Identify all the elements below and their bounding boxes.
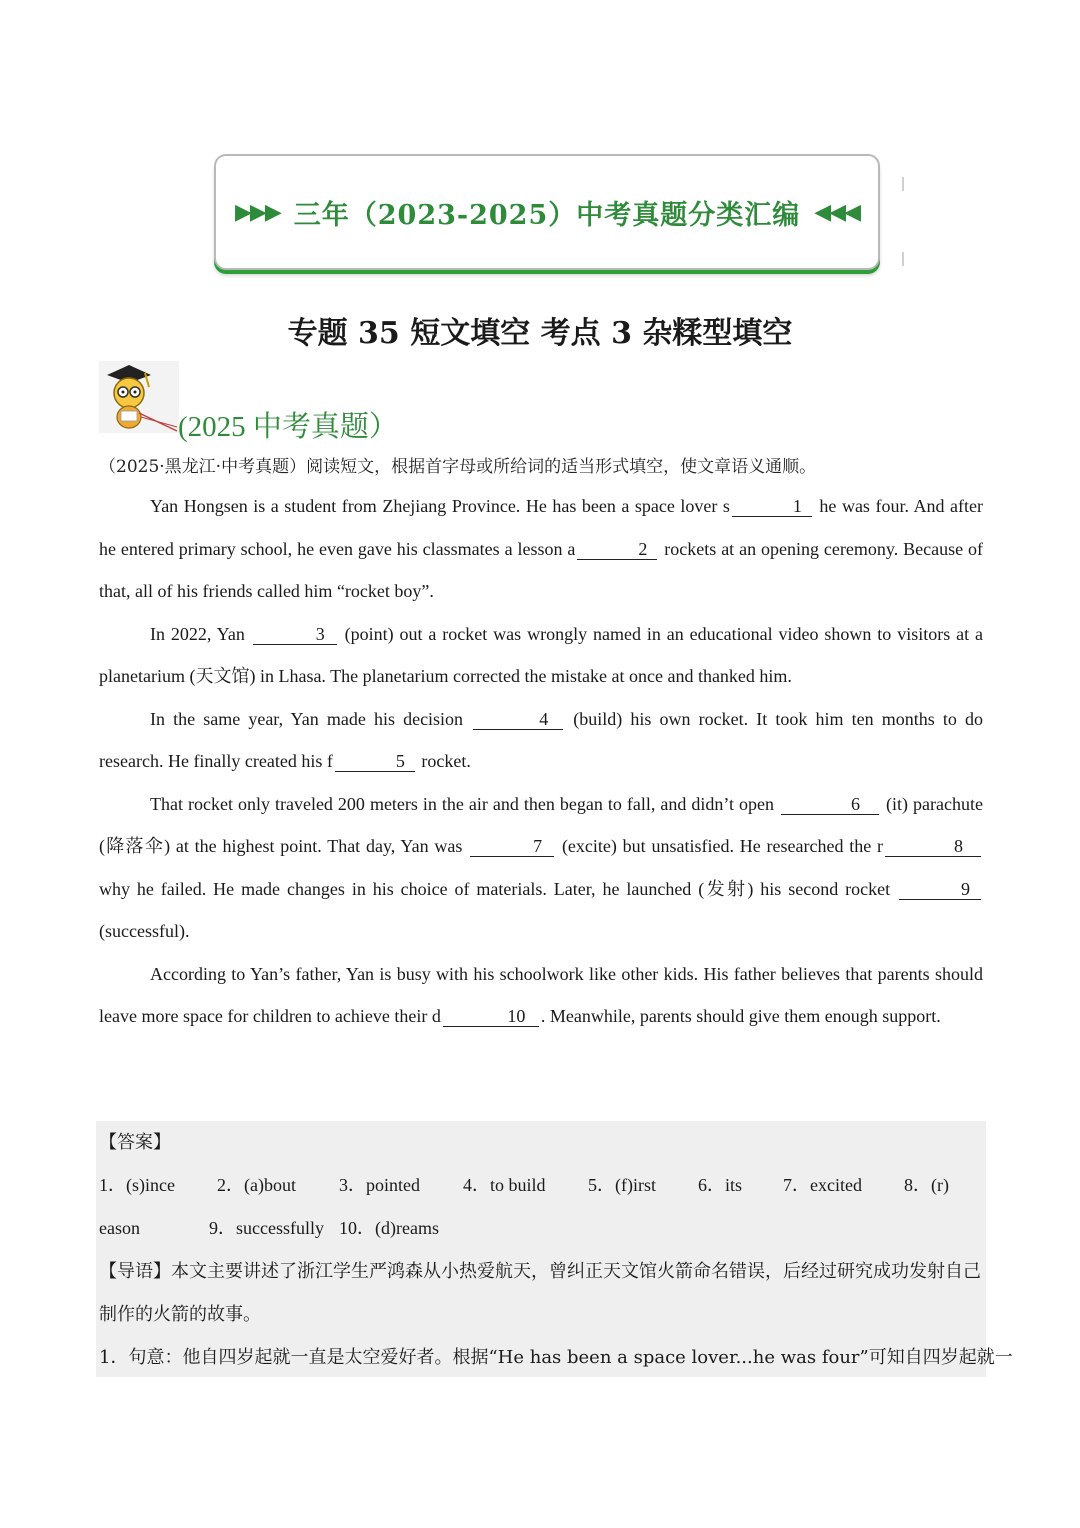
answer-item: 2．(a)bout xyxy=(217,1175,296,1195)
blank-3: 3 xyxy=(253,624,337,645)
text: (excite) but unsatisfied. He researched the r xyxy=(556,836,883,856)
text: Yan Hongsen is a student from Zhejiang Province. He has been a space lover s xyxy=(150,496,730,516)
right-arrows-icon: ◀◀◀ xyxy=(814,199,860,224)
passage xyxy=(99,485,983,1038)
instructions: （2025·黑龙江·中考真题）阅读短文，根据首字母或所给词的适当形式填空，使文章语义通顺。 xyxy=(99,457,817,477)
text: why he failed. He made changes in his choice of materials. Later, he launched (发射) his second rocket xyxy=(99,878,897,899)
answer-item: 9．successfully xyxy=(209,1218,324,1238)
blank-7: 7 xyxy=(470,836,554,857)
title-banner xyxy=(214,154,880,270)
margin-mark xyxy=(902,177,904,191)
answer-item: 7．excited xyxy=(783,1175,862,1195)
paragraph-3 xyxy=(99,698,983,783)
text: (it) parachute (降落伞) at the highest point. That day, Yan was xyxy=(99,793,983,856)
text: rockets at an opening ceremony. Because of that, all of his friends called him “rocket boy”. xyxy=(99,538,983,601)
text: In 2022, Yan xyxy=(150,623,251,644)
blank-1: 1 xyxy=(732,496,812,517)
text: (successful). xyxy=(99,921,190,941)
answer-item: 3．pointed xyxy=(339,1175,420,1195)
text: . Meanwhile, parents should give them enough support. xyxy=(540,1006,941,1026)
text: he was four. And after he entered primary school, he even gave his classmates a lesson a xyxy=(99,496,983,559)
paragraph-2 xyxy=(99,613,983,698)
paragraph-4 xyxy=(99,783,983,953)
blank-5: 5 xyxy=(335,751,415,772)
banner-title: 三年（2023-2025）中考真题分类汇编 xyxy=(293,199,801,231)
text: rocket. xyxy=(416,751,471,771)
left-arrows-icon: ▶▶▶ xyxy=(234,199,280,224)
answer-section xyxy=(96,1121,1013,1377)
margin-mark xyxy=(902,252,904,266)
answer-line-1 xyxy=(99,1164,983,1207)
section-heading: (2025 中考真题） xyxy=(178,411,398,443)
mascot-teacher-icon xyxy=(99,361,179,433)
page-title: 专题 35 短文填空 考点 3 杂糅型填空 xyxy=(287,316,793,351)
blank-4: 4 xyxy=(473,709,563,730)
answer-item: 4．to build xyxy=(463,1175,546,1195)
paragraph-5 xyxy=(99,953,983,1038)
blank-6: 6 xyxy=(781,794,879,815)
blank-8: 8 xyxy=(885,836,981,857)
answer-item: 1．(s)ince xyxy=(99,1175,175,1195)
answer-item: 6．its xyxy=(698,1175,743,1195)
paragraph-1 xyxy=(99,485,983,613)
answer-item: 5．(f)irst xyxy=(588,1175,656,1195)
answer-item: 10．(d)reams xyxy=(339,1218,439,1238)
text: That rocket only traveled 200 meters in the air and then began to fall, and didn’t open xyxy=(150,793,780,814)
guide-text: 【导语】本文主要讲述了浙江学生严鸿森从小热爱航天，曾纠正天文馆火箭命名错误，后经过研究成功发射自己制作的火箭的故事。 xyxy=(99,1261,981,1325)
blank-10: 10 xyxy=(443,1006,539,1027)
answer-label: 【答案】 xyxy=(99,1132,171,1153)
blank-2: 2 xyxy=(577,539,657,560)
answer-item: eason xyxy=(99,1218,140,1238)
text: According to Yan’s father, Yan is busy with his schoolwork like other kids. His father believes that parents should leave more space for children to achieve their d xyxy=(99,963,983,1026)
answer-item: 8．(r) xyxy=(904,1175,949,1195)
text: (point) out a rocket was wrongly named in an educational video shown to visitors at a planetarium (天文馆) in Lhasa. The planetarium corrected the mistake at once and thanked him. xyxy=(99,623,983,686)
answer-line-2 xyxy=(99,1207,983,1250)
explanation-1: 1．句意：他自四岁起就一直是太空爱好者。根据“He has been a space lover...he was four”可知自四岁起就一 xyxy=(99,1347,1013,1368)
blank-9: 9 xyxy=(899,879,981,900)
text: (build) his own rocket. It took him ten months to do research. He finally created his f xyxy=(99,708,983,771)
text: In the same year, Yan made his decision xyxy=(150,708,472,729)
